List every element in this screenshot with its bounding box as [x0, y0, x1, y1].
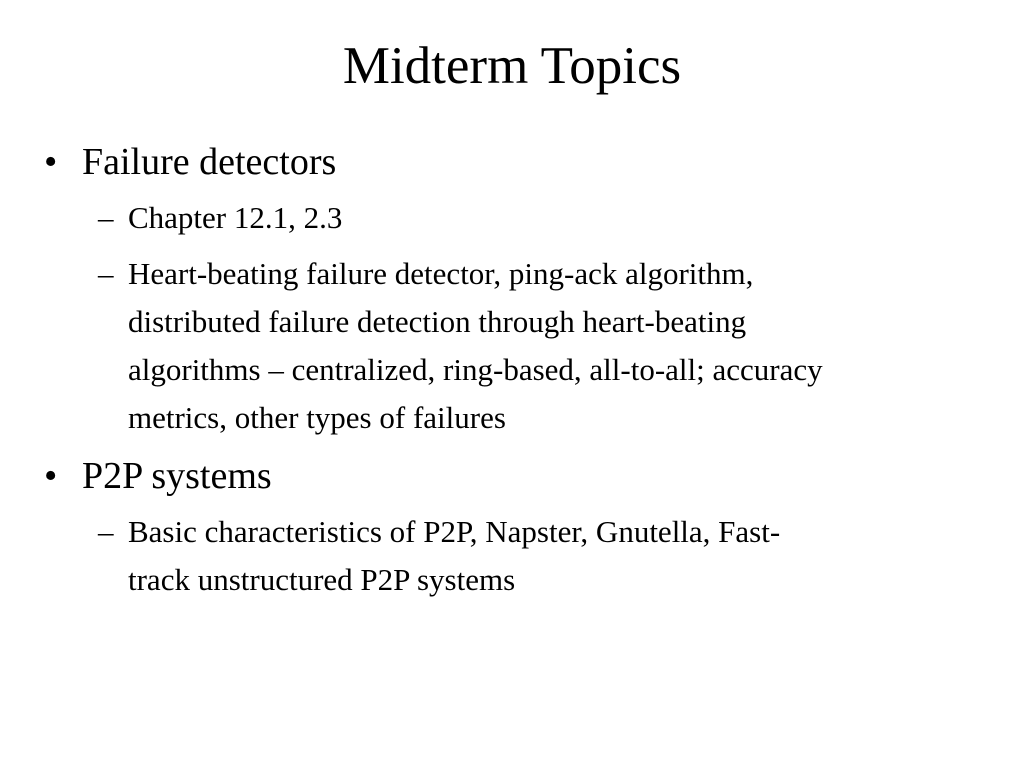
sub-list [82, 508, 924, 604]
bullet-label: Failure detectors [82, 141, 337, 183]
dash-icon: – [98, 514, 114, 549]
bullet-item-p2p-systems [44, 452, 924, 604]
sub-item [82, 508, 838, 604]
bullet-icon: • [44, 455, 58, 497]
sub-item [82, 194, 838, 242]
sub-item-text: Chapter 12.1, 2.3 [128, 200, 343, 235]
sub-list [82, 194, 924, 442]
dash-icon: – [98, 256, 114, 291]
bullet-item-failure-detectors [44, 138, 924, 442]
bullet-label: P2P systems [82, 455, 272, 497]
bullet-list [44, 138, 924, 612]
sub-item [82, 250, 838, 442]
sub-item-text: Basic characteristics of P2P, Napster, Gnutella, Fast-track unstructured P2P systems [128, 514, 781, 597]
slide-title: Midterm Topics [342, 37, 682, 95]
bullet-icon: • [44, 141, 58, 183]
sub-item-text: Heart-beating failure detector, ping-ack algorithm, distributed failure detection through heart-beating algorithms – centralized, ring-based, all-to-all; accuracy metrics, other types of failures [128, 256, 823, 435]
dash-icon: – [98, 200, 114, 235]
